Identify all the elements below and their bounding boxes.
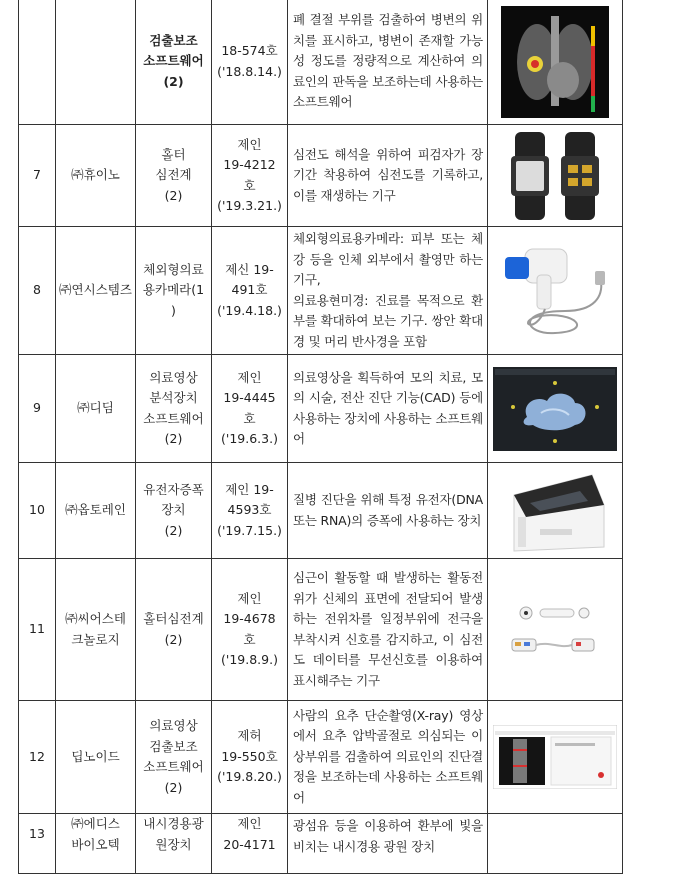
row-number: 11 [19,559,56,701]
company-name [56,814,136,874]
wrist-ecg-device-image [505,130,605,222]
row-number: 12 [19,701,56,814]
approval-number-text: 제인 19- 4593호 ('19.7.15.) [217,481,282,538]
product-description: 광섬유 등을 이용하여 환부에 빛을 비치는 내시경용 광원 장치 [288,814,488,874]
approval-number [212,355,288,463]
row-number: 13 [19,814,56,874]
table-row [19,463,623,559]
product-description: 질병 진단을 위해 특정 유전자(DNA 또는 RNA)의 증폭에 사용하는 장치 [288,463,488,559]
approval-number-text: 제인 19-4445 호 ('19.6.3.) [221,369,278,446]
device-approval-table [18,0,623,874]
product-name [136,227,212,355]
approval-number-text: 18-574호 ('18.8.14.) [217,43,282,79]
table-row [19,701,623,814]
approval-number [212,0,288,125]
approval-number [212,227,288,355]
product-name-text: 홀터심전계 (2) [143,611,204,647]
approval-number-text: 제인 19-4212 호 ('19.3.21.) [217,136,282,213]
approval-number-text: 제허 19-550호 ('19.8.20.) [217,728,282,785]
company-name-text: ㈜씨어스테 크놀로지 [65,611,126,647]
spine-xray-software-image [493,725,617,789]
product-image-cell [488,814,623,874]
product-image-cell [488,355,623,463]
row-number [19,0,56,125]
approval-number [212,125,288,227]
product-name-text: 체외형의료 용카메라(1 ) [142,261,205,318]
company-name [56,559,136,701]
product-image-cell [488,701,623,814]
approval-number-text: 제신 19- 491호 ('19.4.18.) [217,261,282,318]
product-image-cell [488,125,623,227]
table-row [19,125,623,227]
pcr-device-image [500,465,610,557]
table-row [19,227,623,355]
product-description [288,227,488,355]
product-description-text: 체외형의료용카메라: 피부 또는 체강 등을 인체 외부에서 촬영만 하는 기구, 의료용현미경: 진료를 목적으로 환부를 확대하여 보는 기구. 쌍안 확대경 및 머리 반사경을 포함 [293,231,483,349]
approval-number-text: 제인 20-4171 [223,816,276,852]
row-number: 9 [19,355,56,463]
medical-camera-image [495,241,615,341]
approval-number [212,814,288,874]
approval-number [212,701,288,814]
product-name [136,0,212,125]
approval-number [212,463,288,559]
product-description: 사람의 요추 단순촬영(X-ray) 영상에서 요추 압박골절로 의심되는 이상부위를 검출하여 의료인의 진단결정을 보조하는데 사용하는 소프트웨어 [288,701,488,814]
product-name-text: 의료영상 검출보조 소프트웨어 (2) [143,718,204,795]
approval-number-text: 제인 19-4678 호 ('19.8.9.) [221,590,278,667]
table-row [19,559,623,701]
product-name-text: 검출보조 소프트웨어 (2) [143,32,204,89]
company-name: 딥노이드 [56,701,136,814]
product-name [136,463,212,559]
approval-number [212,559,288,701]
company-name-text: ㈜에디스 바이오텍 [71,816,120,852]
product-image-cell [488,559,623,701]
row-number: 7 [19,125,56,227]
table-row [19,0,623,125]
product-description: 의료영상을 획득하여 모의 치료, 모의 시술, 전산 진단 기능(CAD) 등에 사용하는 장치에 사용하는 소프트웨어 [288,355,488,463]
product-name [136,355,212,463]
company-name: ㈜디딤 [56,355,136,463]
product-name-text: 홀터 심전계 (2) [155,146,192,203]
product-name [136,125,212,227]
product-name [136,559,212,701]
company-name: ㈜휴이노 [56,125,136,227]
product-name-text: 유전자증폭 장치 (2) [143,481,204,538]
table-row [19,814,623,874]
product-name [136,814,212,874]
patch-ecg-image [500,595,610,665]
product-image-cell [488,227,623,355]
product-image-cell [488,463,623,559]
table-row [19,355,623,463]
chest-xray-image [501,6,609,118]
product-description: 심전도 해석을 위하여 피검자가 장기간 착용하여 심전도를 기록하고, 이를 재생하는 기구 [288,125,488,227]
product-name-text: 내시경용광 원장치 [143,816,204,852]
company-name [56,0,136,125]
product-name-text: 의료영상 분석장치 소프트웨어 (2) [143,369,204,446]
product-description: 심근이 활동할 때 발생하는 활동전위가 신체의 표면에 전달되어 발생하는 전위차를 일정부위에 전극을 부착시켜 신호를 감지하고, 이 심전도 데이터를 무선신호를 이용하여 표시해주는 기구 [288,559,488,701]
row-number: 8 [19,227,56,355]
company-name: ㈜연시스템즈 [56,227,136,355]
3d-analysis-software-image [493,367,617,451]
product-name [136,701,212,814]
company-name: ㈜옵토레인 [56,463,136,559]
product-image-cell [488,0,623,125]
row-number: 10 [19,463,56,559]
product-description: 폐 결절 부위를 검출하여 병변의 위치를 표시하고, 병변이 존재할 가능성 정도를 정량적으로 계산하여 의료인의 판독을 보조하는데 사용하는 소프트웨어 [288,0,488,125]
